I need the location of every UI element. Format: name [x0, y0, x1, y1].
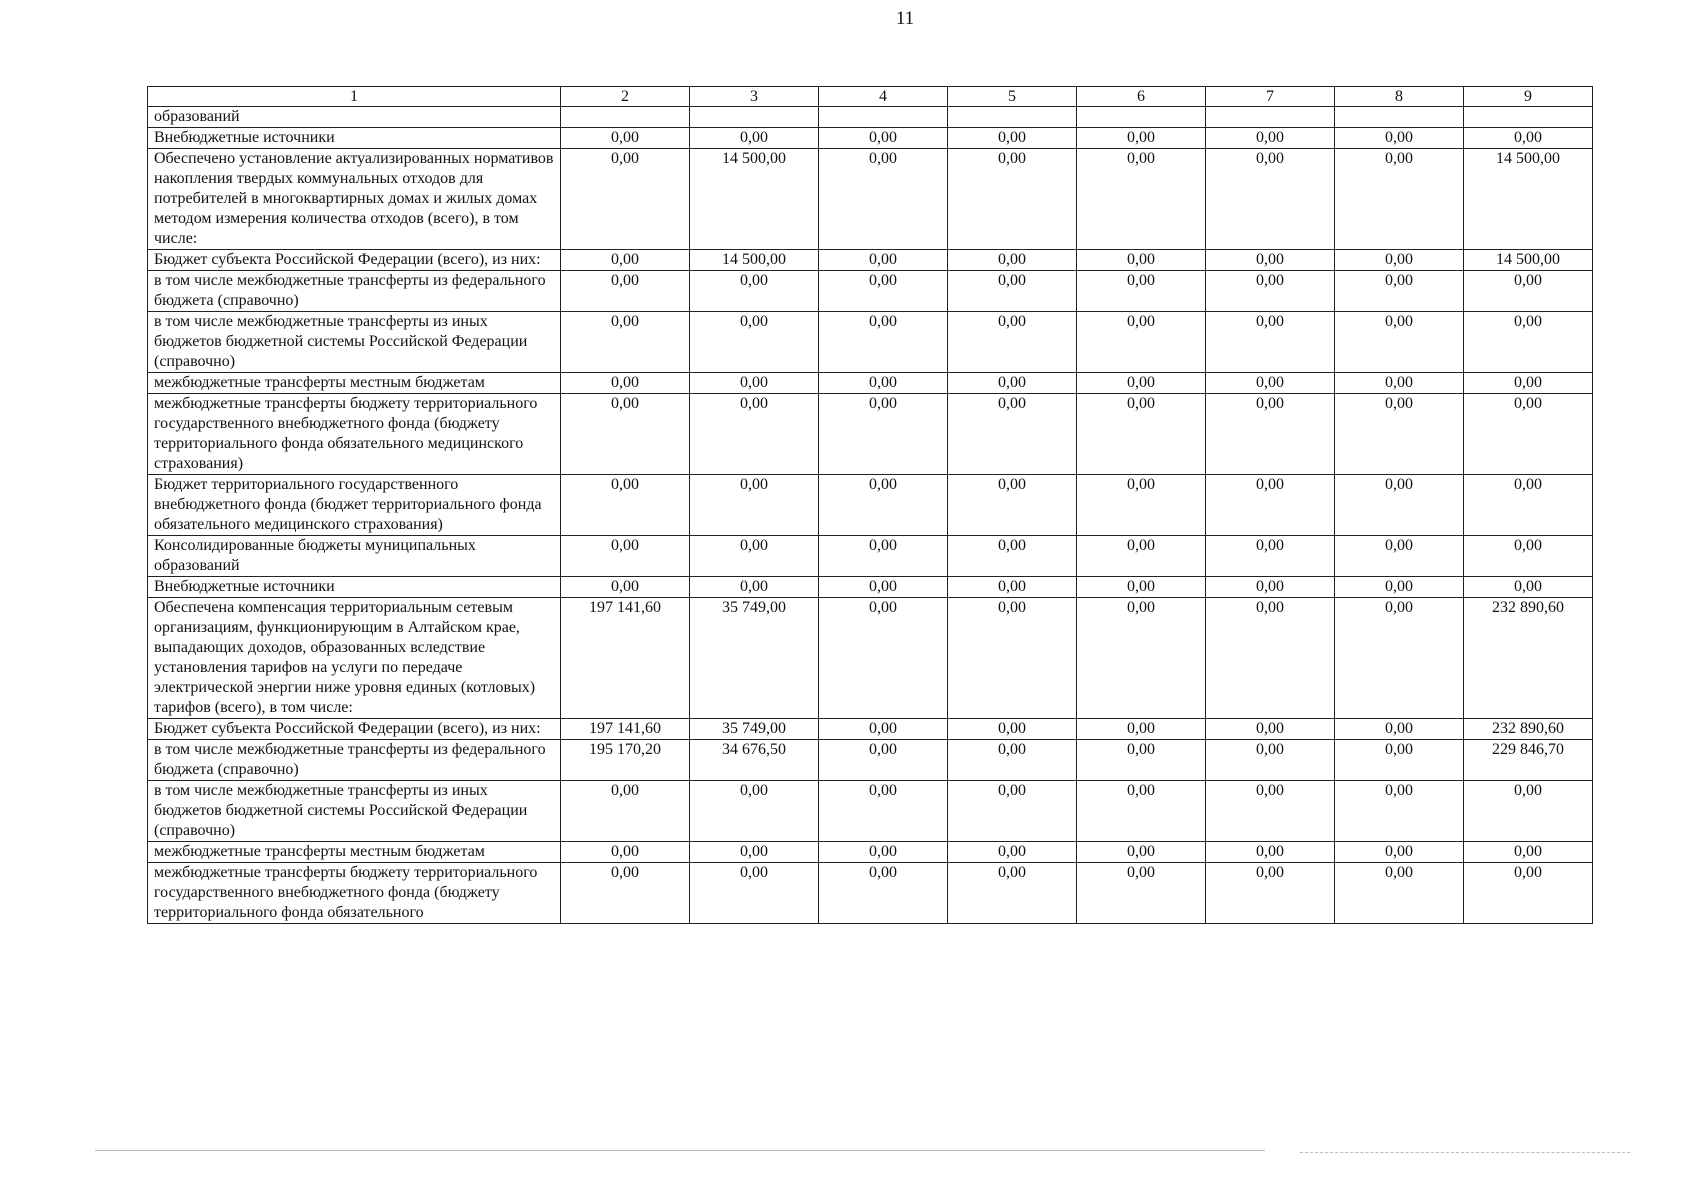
value-cell: 0,00 — [1464, 475, 1593, 536]
value-cell: 0,00 — [948, 842, 1077, 863]
value-cell: 0,00 — [819, 475, 948, 536]
value-cell: 0,00 — [948, 250, 1077, 271]
table-row — [148, 128, 1593, 149]
header-row — [148, 87, 1593, 107]
value-cell: 0,00 — [1464, 577, 1593, 598]
value-cell: 0,00 — [1335, 719, 1464, 740]
value-cell: 0,00 — [1335, 740, 1464, 781]
column-header: 4 — [819, 87, 948, 107]
value-cell: 0,00 — [1464, 312, 1593, 373]
value-cell: 0,00 — [561, 394, 690, 475]
value-cell: 0,00 — [1206, 250, 1335, 271]
value-cell — [1464, 107, 1593, 128]
value-cell: 229 846,70 — [1464, 740, 1593, 781]
table-row — [148, 107, 1593, 128]
value-cell: 0,00 — [819, 394, 948, 475]
value-cell: 14 500,00 — [1464, 149, 1593, 250]
value-cell: 0,00 — [1464, 536, 1593, 577]
value-cell: 0,00 — [1077, 149, 1206, 250]
table-row — [148, 394, 1593, 475]
value-cell: 0,00 — [1206, 128, 1335, 149]
value-cell: 0,00 — [1077, 781, 1206, 842]
column-header: 2 — [561, 87, 690, 107]
value-cell: 14 500,00 — [1464, 250, 1593, 271]
value-cell: 232 890,60 — [1464, 719, 1593, 740]
value-cell: 0,00 — [1206, 149, 1335, 250]
value-cell: 0,00 — [1077, 842, 1206, 863]
value-cell: 0,00 — [948, 312, 1077, 373]
value-cell — [561, 107, 690, 128]
value-cell: 0,00 — [819, 577, 948, 598]
value-cell: 0,00 — [561, 781, 690, 842]
value-cell: 0,00 — [819, 719, 948, 740]
value-cell: 0,00 — [1206, 373, 1335, 394]
value-cell: 0,00 — [819, 373, 948, 394]
row-label: Обеспечено установление актуализированных нормативов накопления твердых коммунальных отходов для потребителей в многоквартирных домах и жилых домах методом измерения количества отходов (всего), в том числе: — [148, 149, 561, 250]
value-cell: 0,00 — [1464, 394, 1593, 475]
value-cell: 0,00 — [561, 536, 690, 577]
value-cell: 0,00 — [690, 128, 819, 149]
value-cell: 197 141,60 — [561, 719, 690, 740]
value-cell: 0,00 — [1077, 598, 1206, 719]
value-cell: 0,00 — [948, 781, 1077, 842]
value-cell: 0,00 — [690, 394, 819, 475]
row-label: в том числе межбюджетные трансферты из иных бюджетов бюджетной системы Российской Федерации (справочно) — [148, 312, 561, 373]
value-cell: 0,00 — [1335, 475, 1464, 536]
value-cell: 0,00 — [1077, 719, 1206, 740]
value-cell: 0,00 — [1206, 863, 1335, 924]
page-number: 11 — [895, 8, 915, 29]
value-cell: 34 676,50 — [690, 740, 819, 781]
column-header: 7 — [1206, 87, 1335, 107]
value-cell: 0,00 — [1464, 128, 1593, 149]
value-cell: 0,00 — [819, 740, 948, 781]
value-cell: 0,00 — [948, 598, 1077, 719]
row-label: Бюджет субъекта Российской Федерации (всего), из них: — [148, 250, 561, 271]
value-cell: 35 749,00 — [690, 598, 819, 719]
budget-table — [147, 86, 1593, 924]
table-row — [148, 373, 1593, 394]
value-cell: 0,00 — [1335, 312, 1464, 373]
column-header: 8 — [1335, 87, 1464, 107]
table-row — [148, 536, 1593, 577]
value-cell: 0,00 — [690, 781, 819, 842]
value-cell: 0,00 — [690, 536, 819, 577]
value-cell: 0,00 — [561, 475, 690, 536]
value-cell: 0,00 — [819, 598, 948, 719]
value-cell — [819, 107, 948, 128]
row-label: Внебюджетные источники — [148, 128, 561, 149]
value-cell: 0,00 — [1335, 149, 1464, 250]
value-cell: 0,00 — [690, 842, 819, 863]
value-cell: 0,00 — [1077, 271, 1206, 312]
value-cell: 0,00 — [1077, 577, 1206, 598]
value-cell — [1077, 107, 1206, 128]
value-cell: 0,00 — [948, 719, 1077, 740]
value-cell: 0,00 — [948, 149, 1077, 250]
value-cell: 0,00 — [561, 842, 690, 863]
row-label: Обеспечена компенсация территориальным сетевым организациям, функционирующим в Алтайском крае, выпадающих доходов, образованных вследствие установления тарифов на услуги по передаче электрической энергии ниже уровня единых (котловых) тарифов (всего), в том числе: — [148, 598, 561, 719]
value-cell: 0,00 — [1335, 781, 1464, 842]
value-cell: 0,00 — [1335, 842, 1464, 863]
value-cell: 0,00 — [819, 128, 948, 149]
value-cell: 0,00 — [1464, 271, 1593, 312]
column-header: 9 — [1464, 87, 1593, 107]
value-cell: 0,00 — [1206, 536, 1335, 577]
value-cell: 0,00 — [819, 312, 948, 373]
value-cell — [1335, 107, 1464, 128]
value-cell: 0,00 — [1077, 394, 1206, 475]
value-cell: 0,00 — [1077, 128, 1206, 149]
value-cell: 0,00 — [819, 781, 948, 842]
value-cell: 0,00 — [1335, 536, 1464, 577]
value-cell: 197 141,60 — [561, 598, 690, 719]
row-label: межбюджетные трансферты бюджету территориального государственного внебюджетного фонда (бюджету территориального фонда обязательного — [148, 863, 561, 924]
value-cell: 14 500,00 — [690, 250, 819, 271]
value-cell — [1206, 107, 1335, 128]
column-header: 6 — [1077, 87, 1206, 107]
value-cell: 0,00 — [1464, 781, 1593, 842]
value-cell — [690, 107, 819, 128]
value-cell: 0,00 — [1206, 271, 1335, 312]
value-cell: 232 890,60 — [1464, 598, 1593, 719]
table-row — [148, 719, 1593, 740]
row-label: образований — [148, 107, 561, 128]
value-cell: 0,00 — [1077, 536, 1206, 577]
value-cell: 0,00 — [561, 250, 690, 271]
value-cell: 0,00 — [690, 271, 819, 312]
table-row — [148, 740, 1593, 781]
value-cell: 0,00 — [1206, 312, 1335, 373]
value-cell — [948, 107, 1077, 128]
row-label: Бюджет субъекта Российской Федерации (всего), из них: — [148, 719, 561, 740]
value-cell: 0,00 — [1335, 863, 1464, 924]
value-cell: 0,00 — [948, 128, 1077, 149]
column-header: 3 — [690, 87, 819, 107]
value-cell: 0,00 — [948, 577, 1077, 598]
table-row — [148, 842, 1593, 863]
row-label: межбюджетные трансферты местным бюджетам — [148, 373, 561, 394]
value-cell: 0,00 — [1077, 373, 1206, 394]
table-row — [148, 577, 1593, 598]
table-row — [148, 149, 1593, 250]
value-cell: 0,00 — [1335, 250, 1464, 271]
value-cell: 0,00 — [690, 475, 819, 536]
value-cell: 0,00 — [1206, 781, 1335, 842]
row-label: в том числе межбюджетные трансферты из федерального бюджета (справочно) — [148, 740, 561, 781]
value-cell: 0,00 — [1464, 373, 1593, 394]
value-cell: 0,00 — [1206, 577, 1335, 598]
value-cell: 0,00 — [819, 863, 948, 924]
scan-artifact-line — [95, 1150, 1265, 1151]
value-cell: 0,00 — [1206, 598, 1335, 719]
value-cell: 0,00 — [561, 863, 690, 924]
value-cell: 0,00 — [690, 312, 819, 373]
table-row — [148, 271, 1593, 312]
value-cell: 0,00 — [819, 536, 948, 577]
value-cell: 0,00 — [948, 536, 1077, 577]
value-cell: 0,00 — [1335, 373, 1464, 394]
table-row — [148, 781, 1593, 842]
value-cell: 0,00 — [948, 740, 1077, 781]
value-cell: 0,00 — [1077, 740, 1206, 781]
row-label: Бюджет территориального государственного внебюджетного фонда (бюджет территориального фонда обязательного медицинского страхования) — [148, 475, 561, 536]
value-cell: 0,00 — [1206, 740, 1335, 781]
value-cell: 0,00 — [561, 128, 690, 149]
column-header: 5 — [948, 87, 1077, 107]
value-cell: 0,00 — [561, 577, 690, 598]
table-row — [148, 250, 1593, 271]
row-label: в том числе межбюджетные трансферты из федерального бюджета (справочно) — [148, 271, 561, 312]
value-cell: 0,00 — [690, 577, 819, 598]
table-row — [148, 475, 1593, 536]
column-header: 1 — [148, 87, 561, 107]
value-cell: 0,00 — [1206, 719, 1335, 740]
scan-artifact-line — [1300, 1152, 1630, 1153]
value-cell: 0,00 — [948, 373, 1077, 394]
value-cell: 0,00 — [1206, 842, 1335, 863]
value-cell: 0,00 — [1335, 394, 1464, 475]
value-cell: 0,00 — [1077, 312, 1206, 373]
value-cell: 0,00 — [1206, 475, 1335, 536]
table-row — [148, 863, 1593, 924]
value-cell: 0,00 — [1335, 271, 1464, 312]
value-cell: 0,00 — [561, 149, 690, 250]
value-cell: 0,00 — [1077, 250, 1206, 271]
value-cell: 0,00 — [1077, 475, 1206, 536]
row-label: межбюджетные трансферты местным бюджетам — [148, 842, 561, 863]
value-cell: 195 170,20 — [561, 740, 690, 781]
value-cell: 0,00 — [1206, 394, 1335, 475]
value-cell: 0,00 — [1335, 598, 1464, 719]
value-cell: 0,00 — [948, 863, 1077, 924]
value-cell: 0,00 — [819, 149, 948, 250]
row-label: Консолидированные бюджеты муниципальных образований — [148, 536, 561, 577]
value-cell: 0,00 — [819, 842, 948, 863]
table-row — [148, 312, 1593, 373]
value-cell: 0,00 — [948, 394, 1077, 475]
value-cell: 0,00 — [1077, 863, 1206, 924]
value-cell: 35 749,00 — [690, 719, 819, 740]
value-cell: 0,00 — [561, 373, 690, 394]
value-cell: 0,00 — [690, 863, 819, 924]
value-cell: 0,00 — [561, 271, 690, 312]
value-cell: 0,00 — [1335, 577, 1464, 598]
value-cell: 0,00 — [1464, 842, 1593, 863]
value-cell: 0,00 — [1335, 128, 1464, 149]
value-cell: 0,00 — [561, 312, 690, 373]
value-cell: 14 500,00 — [690, 149, 819, 250]
row-label: в том числе межбюджетные трансферты из иных бюджетов бюджетной системы Российской Федерации (справочно) — [148, 781, 561, 842]
value-cell: 0,00 — [948, 475, 1077, 536]
row-label: межбюджетные трансферты бюджету территориального государственного внебюджетного фонда (бюджету территориального фонда обязательного медицинского страхования) — [148, 394, 561, 475]
value-cell: 0,00 — [948, 271, 1077, 312]
value-cell: 0,00 — [690, 373, 819, 394]
value-cell: 0,00 — [819, 250, 948, 271]
table-row — [148, 598, 1593, 719]
value-cell: 0,00 — [819, 271, 948, 312]
value-cell: 0,00 — [1464, 863, 1593, 924]
row-label: Внебюджетные источники — [148, 577, 561, 598]
